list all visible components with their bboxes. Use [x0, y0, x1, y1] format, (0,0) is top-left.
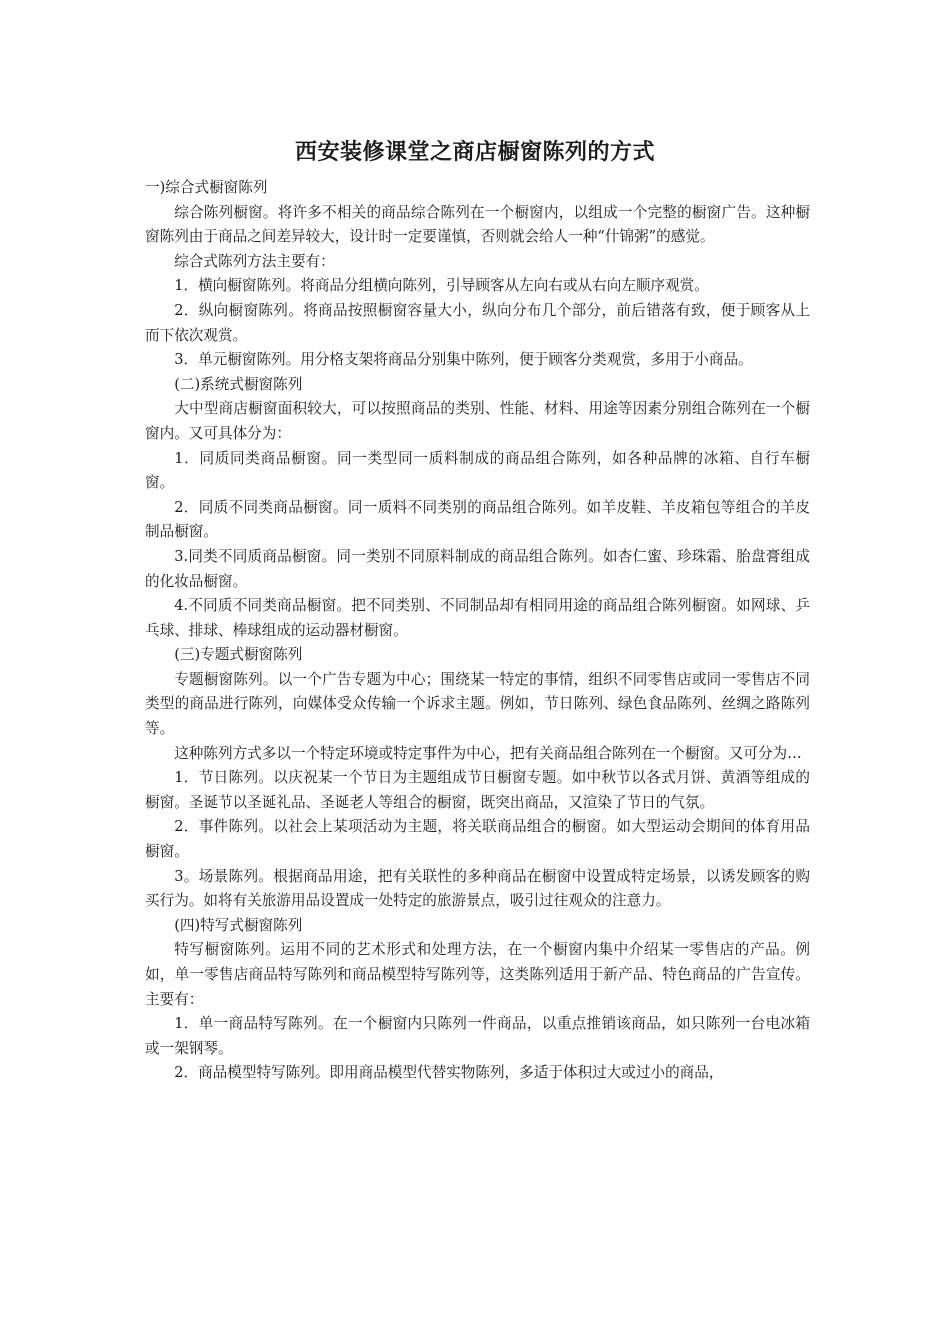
list-item: 1．单一商品特写陈列。在一个橱窗内只陈列一件商品，以重点推销该商品，如只陈列一台电冰箱或一架钢琴。 — [145, 1015, 810, 1057]
list-item: 1．同质同类商品橱窗。同一类型同一质料制成的商品组合陈列，如各种品牌的冰箱、自行车橱窗。 — [145, 449, 810, 492]
list-item: 2．同质不同类商品橱窗。同一质料不同类别的商品组合陈列。如羊皮鞋、羊皮箱包等组合的羊皮制品橱窗。 — [145, 498, 810, 541]
list-item: 1．节日陈列。以庆祝某一个节日为主题组成节日橱窗专题。如中秋节以各式月饼、黄酒等组成的橱窗。圣诞节以圣诞礼品、圣诞老人等组合的橱窗，既突出商品，又渲染了节日的气氛。 — [145, 769, 810, 811]
paragraph: 这种陈列方式多以一个特定环境或特定事件为中心，把有关商品组合陈列在一个橱窗。又可分为… — [174, 744, 802, 762]
list-item: 1．横向橱窗陈列。将商品分组横向陈列，引导顾客从左向右或从右向左顺序观赏。 — [174, 277, 709, 295]
section-heading: (四)特写式橱窗陈列 — [174, 916, 303, 934]
section-heading: 一)综合式橱窗陈列 — [145, 179, 268, 196]
document-body — [145, 176, 810, 1086]
paragraph: 综合式陈列方法主要有： — [174, 252, 335, 270]
paragraph: 特写橱窗陈列。运用不同的艺术形式和处理方法，在一个橱窗内集中介绍某一零售店的产品。例如，单一零售店商品特写陈列和商品模型特写陈列等，这类陈列适用于新产品、特色商品的广告宣传。主要有： — [145, 941, 810, 1008]
list-item: 3.同类不同质商品橱窗。同一类别不同原料制成的商品组合陈列。如杏仁蜜、珍珠霜、胎盘膏组成的化妆品橱窗。 — [145, 547, 810, 590]
list-item: 3。场景陈列。根据商品用途，把有关联性的多种商品在橱窗中设置成特定场景，以诱发顾客的购买行为。如将有关旅游用品设置成一处特定的旅游景点，吸引过往观众的注意力。 — [145, 867, 810, 910]
list-item: 4.不同质不同类商品橱窗。把不同类别、不同制品却有相同用途的商品组合陈列橱窗。如网球、乒乓球、排球、棒球组成的运动器材橱窗。 — [145, 597, 810, 639]
list-item: 2．纵向橱窗陈列。将商品按照橱窗容量大小，纵向分布几个部分，前后错落有致，便于顾客从上而下依次观赏。 — [145, 301, 810, 344]
paragraph: 专题橱窗陈列。以一个广告专题为中心；围绕某一特定的事情，组织不同零售店或同一零售店不同类型的商品进行陈列，向媒体受众传输一个诉求主题。例如，节日陈列、绿色食品陈列、丝绸之路陈列等。 — [145, 670, 810, 738]
list-item: 3．单元橱窗陈列。用分格支架将商品分别集中陈列，便于顾客分类观赏，多用于小商品。 — [174, 351, 753, 369]
list-item: 2．事件陈列。以社会上某项活动为主题，将关联商品组合的橱窗。如大型运动会期间的体育用品橱窗。 — [145, 818, 810, 861]
document-title: 西安装修课堂之商店橱窗陈列的方式 — [294, 140, 655, 165]
paragraph: 综合陈列橱窗。将许多不相关的商品综合陈列在一个橱窗内，以组成一个完整的橱窗广告。这种橱窗陈列由于商品之间差异较大，设计时一定要谨慎，否则就会给人一种“什锦粥”的感觉。 — [145, 203, 810, 246]
section-heading: (三)专题式橱窗陈列 — [174, 646, 303, 664]
list-item: 2．商品模型特写陈列。即用商品模型代替实物陈列，多适于体积过大或过小的商品， — [174, 1064, 724, 1082]
paragraph: 大中型商店橱窗面积较大，可以按照商品的类别、性能、材料、用途等因素分别组合陈列在一个橱窗内。又可具体分为： — [145, 400, 810, 442]
section-heading: (二)系统式橱窗陈列 — [174, 375, 303, 393]
